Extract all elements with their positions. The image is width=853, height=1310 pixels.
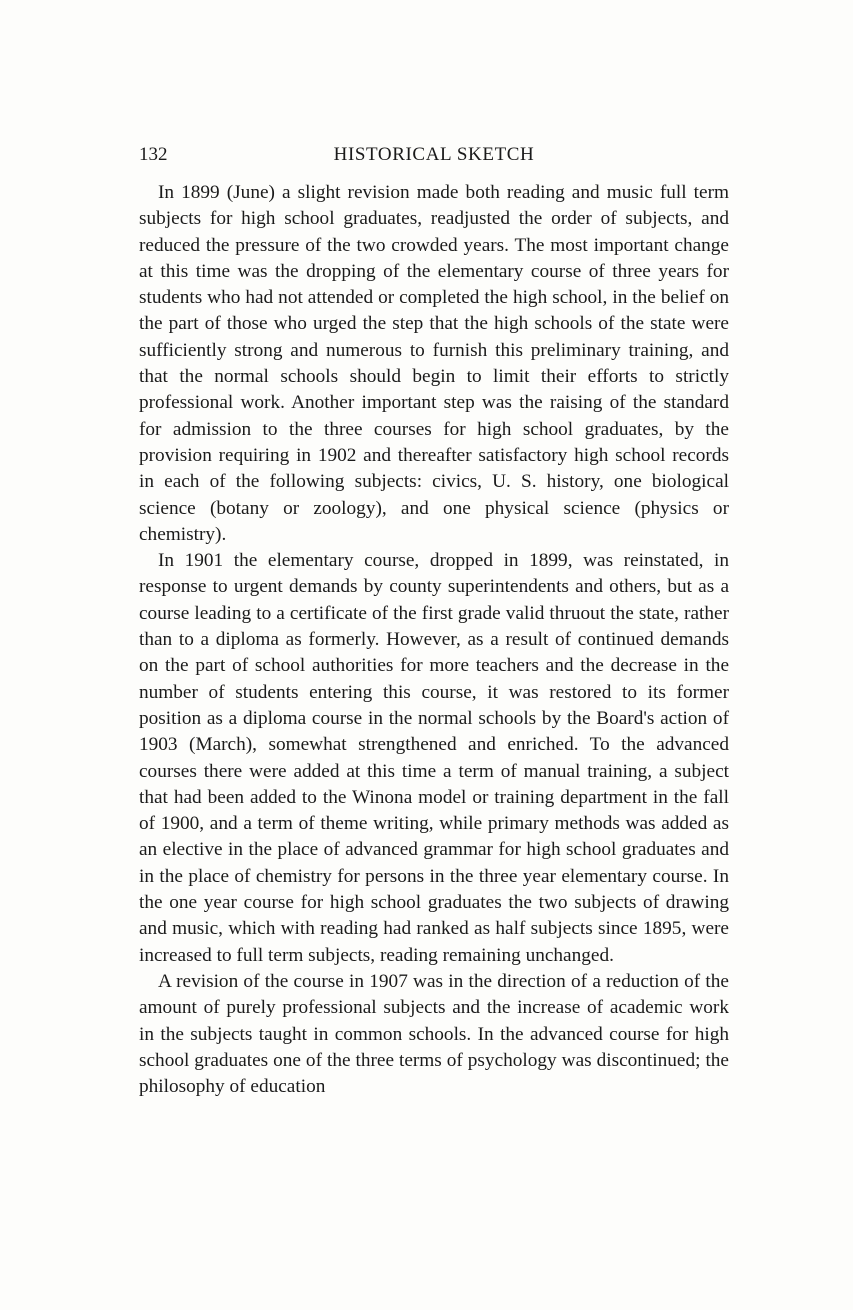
paragraph-1907-revision: A revision of the course in 1907 was in the direction of a reduction of the amount of purely professional subjects and the increase of academic work in the subjects taught in common schools. In the advanced course for high school graduates one of the three terms of psychology was discontinued; the philosophy of education [139, 970, 729, 1098]
running-title: HISTORICAL SKETCH [333, 144, 535, 165]
paragraph-1901-elementary-course: In 1901 the elementary course, dropped in 1899, was reinstated, in response to urgent demands by county superintendents and others, but as a course leading to a certificate of the first grade valid thruout the state, rather than to a diploma as formerly. However, as a result of continued demands on the part of school authorities for more teachers and the decrease in the number of students entering this course, it was restored to its former position as a diploma course in the normal schools by the Board's action of 1903 (March), somewhat strengthened and enriched. To the advanced courses there were added at this time a term of manual training, a subject that had been added to the Winona model or training department in the fall of 1900, and a term of theme writing, while primary methods was added as an elective in the place of advanced grammar for high school graduates and in the place of chemistry for persons in the three year elementary course. In the one year course for high school graduates the two subjects of drawing and music, which with reading had ranked as half subjects since 1895, were increased to full term subjects, reading remaining unchanged. [139, 550, 729, 966]
page-header [139, 144, 729, 170]
paragraph-1899-revision: In 1899 (June) a slight revision made both reading and music full term subjects for high school graduates, readjusted the order of subjects, and reduced the pressure of the two crowded years. The most important change at this time was the dropping of the elementary course of three years for students who had not attended or completed the high school, in the belief on the part of those who urged the step that the high schools of the state were sufficiently strong and numerous to furnish this preliminary training, and that the normal schools should begin to limit their efforts to strictly professional work. Another important step was the raising of the standard for admission to the three courses for high school graduates, by the provision requiring in 1902 and thereafter satisfactory high school records in each of the following subjects: civics, U. S. history, one biological science (botany or zoology), and one physical science (physics or chemistry). [139, 182, 729, 545]
body-text [139, 180, 729, 1100]
page-number: 132 [139, 144, 168, 165]
